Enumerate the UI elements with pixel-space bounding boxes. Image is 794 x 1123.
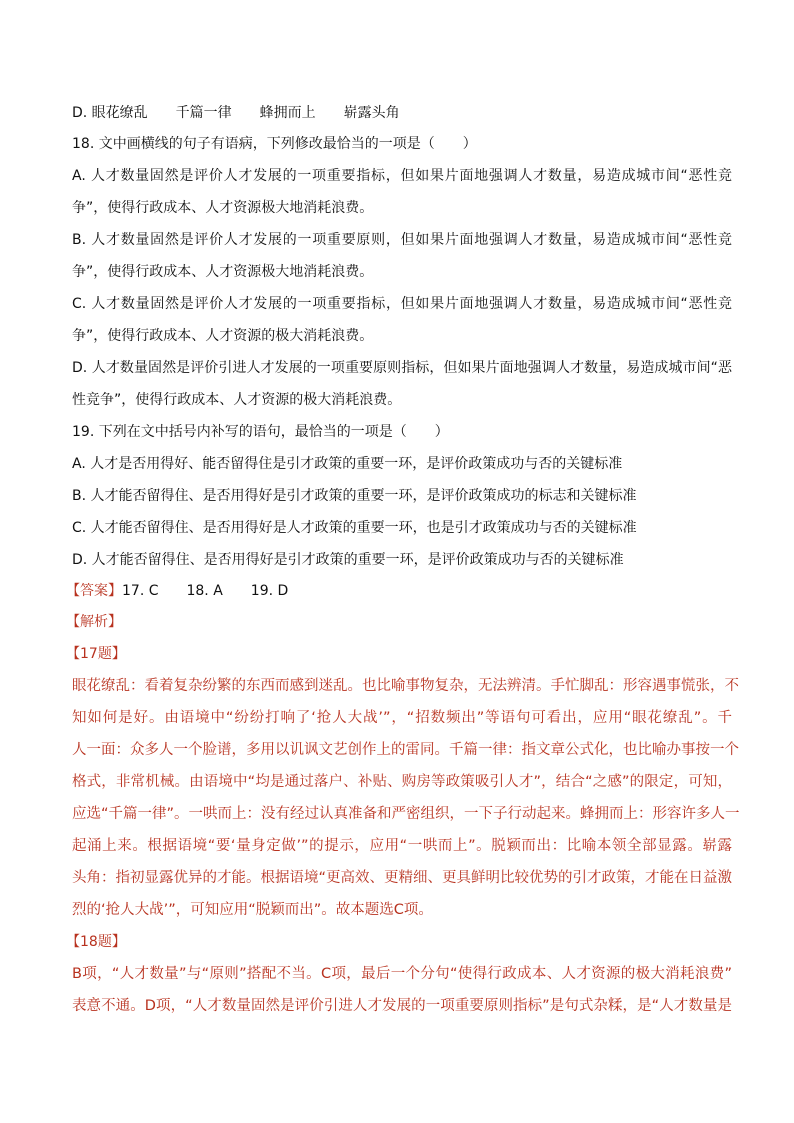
- analysis-label: 【解析】: [66, 614, 122, 630]
- q18-option-d-line1: D. 人才数量固然是评价引进人才发展的一项重要原则指标，但如果片面地强调人才数量，易造成城市间“恶: [72, 360, 732, 376]
- q17-analysis-line: 应选“千篇一律”。一哄而上：没有经过认真准备和严密组织，一下子行动起来。蜂拥而上：形容许多人一: [72, 806, 740, 822]
- q19-option-b: B. 人才能否留得住、是否用得好是引才政策的重要一环，是评价政策成功的标志和关键标准: [72, 488, 637, 504]
- q17-analysis-line: 人一面：众多人一个脸谱，多用以讥讽文艺创作上的雷同。千篇一律：指文章公式化，也比喻办事按一个: [72, 742, 739, 758]
- q18-option-a-line1: A. 人才数量固然是评价人才发展的一项重要指标，但如果片面地强调人才数量，易造成城市间“恶性竞: [72, 168, 732, 184]
- q17-analysis-label: 【17题】: [66, 646, 126, 662]
- q18-option-b-line1: B. 人才数量固然是评价人才发展的一项重要原则，但如果片面地强调人才数量，易造成城市间“恶性竞: [72, 232, 732, 248]
- q18-analysis-line: 表意不通。D项，“人才数量固然是评价引进人才发展的一项重要原则指标”是句式杂糅，是“人才数量是: [72, 998, 732, 1014]
- q18-option-b-line2: 争”，使得行政成本、人才资源极大地消耗浪费。: [72, 264, 374, 280]
- answer-row: [66, 582, 726, 600]
- q19-option-a: A. 人才是否用得好、能否留得住是引才政策的重要一环，是评价政策成功与否的关键标准: [72, 456, 623, 472]
- q18-stem: 18. 文中画横线的句子有语病，下列修改最恰当的一项是（ ）: [72, 136, 477, 152]
- q17-analysis-line: 格式，非常机械。由语境中“均是通过落户、补贴、购房等政策吸引人才”，结合“之感”的限定，可知，: [72, 774, 732, 790]
- q19-option-c: C. 人才能否留得住、是否用得好是人才政策的重要一环，也是引才政策成功与否的关键标准: [72, 520, 637, 536]
- q17-analysis-line: 烈的‘抢人大战’”，可知应用“脱颖而出”。故本题选C项。: [72, 902, 433, 918]
- q17-analysis-line: 知如何是好。由语境中“纷纷打响了‘抢人大战’”，“招数频出”等语句可看出，应用“眼花缭乱”。千: [72, 710, 732, 726]
- answer-label: 【答案】: [66, 583, 122, 599]
- q18-option-c-line1: C. 人才数量固然是评价人才发展的一项重要指标，但如果片面地强调人才数量，易造成城市间“恶性竞: [72, 296, 732, 312]
- q17-analysis-line: 起涌上来。根据语境“要‘量身定做’”的提示，应用“一哄而上”。脱颖而出：比喻本领全部显露。崭露: [72, 838, 732, 854]
- q18-option-c-line2: 争”，使得行政成本、人才资源的极大消耗浪费。: [72, 328, 374, 344]
- q19-stem: 19. 下列在文中括号内补写的语句，最恰当的一项是（ ）: [72, 424, 449, 440]
- q18-analysis-line: B项，“人才数量”与“原则”搭配不当。C项，最后一个分句“使得行政成本、人才资源的极大消耗浪费”: [72, 966, 732, 982]
- q17-analysis-line: 眼花缭乱：看着复杂纷繁的东西而感到迷乱。也比喻事物复杂，无法辨清。手忙脚乱：形容遇事慌张，不: [72, 678, 739, 694]
- q18-option-a-line2: 争”，使得行政成本、人才资源极大地消耗浪费。: [72, 200, 374, 216]
- q18-option-d-line2: 性竞争”，使得行政成本、人才资源的极大消耗浪费。: [72, 392, 402, 408]
- q17-analysis-line: 头角：指初显露优异的才能。根据语境“更高效、更精细、更具鲜明比较优势的引才政策，才能在日益激: [72, 870, 733, 886]
- answer-text: 17. C 18. A 19. D: [122, 583, 289, 599]
- q18-analysis-label: 【18题】: [66, 934, 126, 950]
- q17-option-d: D. 眼花缭乱 千篇一律 蜂拥而上 崭露头角: [72, 105, 400, 121]
- q19-option-d: D. 人才能否留得住、是否用得好是引才政策的重要一环，是评价政策成功与否的关键标准: [72, 552, 624, 568]
